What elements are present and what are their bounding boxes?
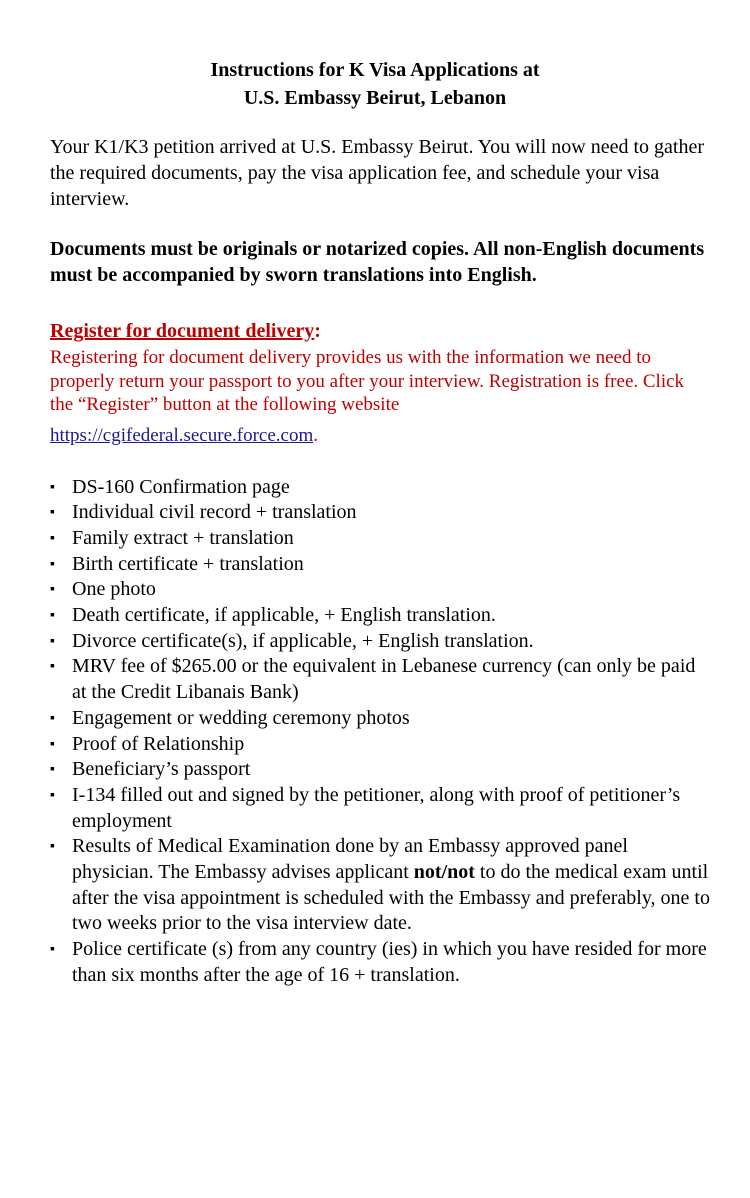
list-item: [50, 603, 710, 629]
register-heading: [50, 318, 710, 344]
medical-text-after: to do the medical exam until after the visa appointment is scheduled with the Embassy and preferably, one to two weeks prior to the visa interview date.: [72, 861, 710, 935]
list-item: [50, 732, 710, 758]
register-website-link[interactable]: https://cgifederal.secure.force.com: [50, 424, 314, 446]
bullet-icon: ▪: [50, 710, 55, 726]
bullet-icon: ▪: [50, 479, 55, 495]
list-item: [50, 706, 710, 732]
documents-notice: Documents must be originals or notarized copies. All non-English documents must be accompanied by sworn translations into English.: [50, 238, 705, 286]
list-item-text: Beneficiary’s passport: [72, 758, 251, 781]
intro-paragraph: Your K1/K3 petition arrived at U.S. Embassy Beirut. You will now need to gather the required documents, pay the visa application fee, and schedule your visa interview.: [50, 136, 705, 210]
bullet-icon: ▪: [50, 505, 55, 521]
list-item-police: [50, 937, 710, 988]
bullet-icon: ▪: [50, 787, 55, 803]
bullet-icon: ▪: [50, 556, 55, 572]
list-item-text: Birth certificate + translation: [72, 552, 304, 575]
bullet-icon: ▪: [50, 633, 55, 649]
list-item-text: Death certificate, if applicable, + English translation.: [72, 604, 496, 627]
list-item: [50, 577, 710, 603]
page-title: [40, 56, 710, 112]
list-item: [50, 629, 710, 655]
register-description: Registering for document delivery provides us with the information we need to properly return your passport to you after your interview. Registration is free. Click the “Register” button at the following website: [50, 347, 685, 415]
list-item: [50, 552, 710, 578]
register-url-period: .: [313, 424, 318, 446]
register-link[interactable]: Register for document delivery: [50, 320, 315, 342]
medical-text-before: Results of Medical Examination done by an Embassy approved panel physician. The Embassy advises applicant: [72, 835, 628, 884]
register-heading-colon: :: [314, 320, 321, 342]
list-item-text: One photo: [72, 578, 156, 601]
list-item-medical: [50, 834, 710, 937]
list-item-text: I-134 filled out and signed by the petitioner, along with proof of petitioner’s employment: [72, 783, 681, 832]
bullet-icon: ▪: [50, 659, 55, 675]
list-item: [50, 475, 710, 501]
required-documents-list: [50, 475, 710, 989]
list-item: [50, 757, 710, 783]
register-url-line: [50, 423, 710, 449]
list-item: [50, 526, 710, 552]
bullet-icon: ▪: [50, 942, 55, 958]
list-item-text: DS-160 Confirmation page: [72, 475, 290, 498]
list-item: [50, 500, 710, 526]
list-item-text: Family extract + translation: [72, 526, 294, 549]
list-item: [50, 654, 710, 705]
bullet-icon: ▪: [50, 608, 55, 624]
list-item-text: Police certificate (s) from any country (ies) in which you have resided for more than six months after the age of 16 + translation.: [72, 938, 707, 986]
title-line-2: U.S. Embassy Beirut, Lebanon: [243, 87, 507, 109]
list-item: [50, 783, 710, 834]
title-line-1: Instructions for K Visa Applications at: [210, 59, 540, 81]
bullet-icon: ▪: [50, 530, 55, 546]
list-item-text: MRV fee of $265.00 or the equivalent in Lebanese currency (can only be paid at the Credit Libanais Bank): [72, 655, 696, 704]
bullet-icon: ▪: [50, 762, 55, 778]
list-item-text: Engagement or wedding ceremony photos: [72, 706, 410, 729]
medical-emphasis: not/not: [413, 861, 475, 884]
list-item-text: Proof of Relationship: [72, 732, 245, 755]
bullet-icon: ▪: [50, 839, 55, 855]
list-item-text: Divorce certificate(s), if applicable, + English translation.: [72, 629, 534, 652]
bullet-icon: ▪: [50, 736, 55, 752]
bullet-icon: ▪: [50, 582, 55, 598]
list-item-text: Individual civil record + translation: [72, 501, 357, 524]
